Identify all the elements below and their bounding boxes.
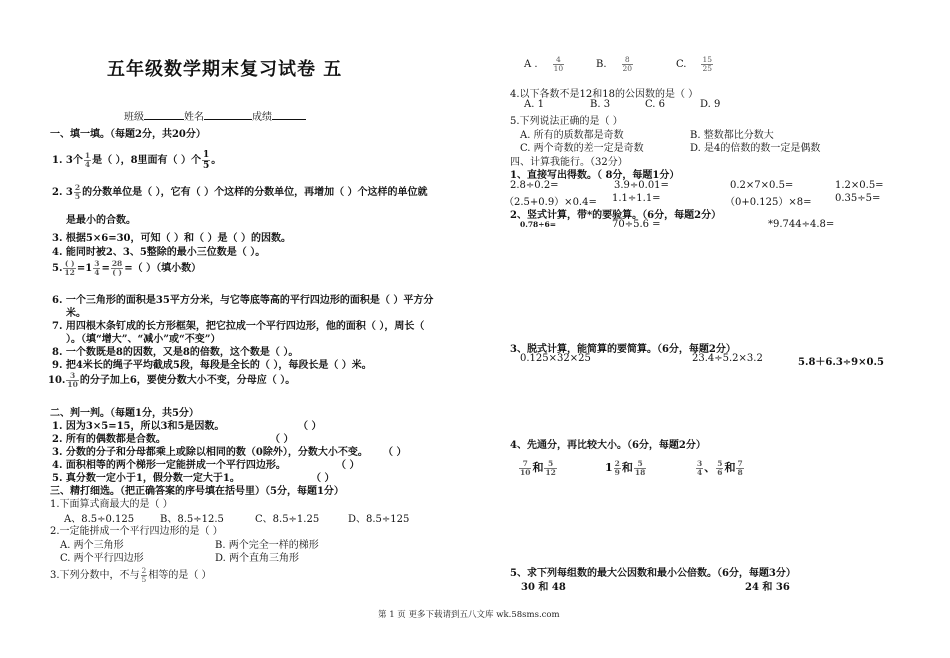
fraction: $\frac{3}{10}$ [67,371,78,389]
choice-option: B. 整数都比分数大 [690,130,774,141]
oral-calc: 0.35÷5= [835,193,881,204]
number-pair: 30 和 48 [521,582,566,593]
question-2-cont: 是最小的合数。 [66,215,136,226]
choice-option: D. 两个直角三角形 [215,553,300,564]
judge-item: 2. 所有的偶数都是合数。 [52,434,166,445]
choice-option: D. 是4的倍数的数一定是偶数 [690,143,821,154]
question-10: 10. $\frac{3}{10}$ 的分子加上6，要使分数大小不变，分母应（ ）。 [48,371,296,389]
vertical-calc: *9.744÷4.8= [768,219,835,230]
name-label: 姓名 [184,112,204,123]
vertical-calc: 0.78÷6= [520,220,557,229]
choice-option: B. 3 [590,99,611,110]
fraction: $\frac{8}{20}$ [622,55,633,73]
fraction: $\frac{2}{5}$ [141,566,147,584]
choice-3-question: 3.下列分数中，不与 $\frac{2}{5}$ 相等的是（ ） [50,566,212,584]
question-5: 5. $\frac{( )}{12}$ =1 $\frac{3}{4}$ = $\frac{28}{( )}$ =（ ）（填小数） [52,259,202,277]
question-8: 8. 一个数既是8的因数，又是8的倍数，这个数是（ ）。 [52,347,299,358]
choice-4-question: 4.以下各数不是12和18的公因数的是（ ） [510,89,699,100]
judge-item: 4. 面积相等的两个梯形一定能拼成一个平行四边形。 [52,460,286,471]
question-6: 6. 一个三角形的面积是35平方分米，与它等底等高的平行四边形的面积是（ ）平方分 [52,295,434,306]
oral-calc: 1.2×0.5= [835,180,884,191]
oral-calc: 1.1÷1.1= [612,193,661,204]
judge-item: 1. 因为3×5=15，所以3和5是因数。 [52,421,225,432]
section-2-title: 二、判一判。（每题1分，共5分） [50,408,199,419]
score-blank [272,119,306,120]
choice-option: A. 1 [524,99,544,110]
choice-5-question: 5.下列说法正确的是（ ） [510,116,623,127]
page-footer: 第 1 页 更多下载请到五八文库 wk.58sms.com [378,610,560,620]
choice-option: D、8.5÷125 [348,514,410,525]
choice-option: A. 所有的质数都是奇数 [520,130,624,141]
part-3-title: 3、脱式计算，能简算的要简算。（6分，每题2分） [510,344,736,355]
judge-item: 5. 真分数一定小于1，假分数一定大于1。 [52,473,240,484]
fraction: $\frac{5}{6}$ [717,458,723,477]
oral-calc: 3.9÷0.01= [614,180,669,191]
oral-calc: （0+0.125）×8= [725,197,812,208]
step-calc: 23.4÷5.2×3.2 [692,353,763,364]
fraction: $\frac{3}{4}$ [94,259,100,277]
class-blank [144,119,184,120]
question-9: 9. 把4米长的绳子平均截成5段，每段是全长的（ ），每段长是（ ）米。 [52,360,372,371]
choice-3-option-b: B. $\frac{8}{20}$ [596,55,633,73]
question-4: 4. 能同时被2、3、5整除的最小三位数是（ ）。 [52,247,266,258]
question-7-cont: ）。（填“增大”、“减小”或“不变”） [66,334,221,345]
oral-calc: （2.5+0.9）×0.4= [504,197,597,208]
choice-1-question: 1.下面算式商最大的是（ ） [50,499,173,510]
choice-option: C. 两个平行四边形 [60,553,144,564]
part-2-title: 2、竖式计算，带*的要验算。（6分，每题2分） [510,210,722,221]
fraction: $\frac{2}{9}$ [614,458,620,477]
compare-group-3: $\frac{3}{4}$ 、 $\frac{5}{6}$ 和 $\frac{7}{8}$ [697,458,743,477]
judge-mark: （ ） [336,460,360,471]
section-1-title: 一、填一填。（每题2分，共20分） [50,129,206,140]
header-fields [124,108,306,123]
choice-option: A. 两个三角形 [60,540,124,551]
question-6-cont: 米。 [66,308,86,319]
judge-item: 3. 分数的分子和分母都乘上或除以相同的数（0除外），分数大小不变。 [52,447,368,458]
fraction: $\frac{7}{8}$ [737,458,743,477]
question-3: 3. 根据5×6=30，可知（ ）和（ ）是（ ）的因数。 [52,233,291,244]
oral-calc: 0.2×7×0.5= [730,180,794,191]
judge-mark: （ ） [270,434,294,445]
judge-mark: （ ） [298,421,322,432]
number-pair: 24 和 36 [745,582,790,593]
question-1: 1. 3个 $\frac{1}{4}$ 是（ ），8里面有（ ）个 $\frac{1}{5}$ 。 [52,150,222,171]
fraction: $\frac{15}{25}$ [702,55,713,73]
question-2: 2. 3 $\frac{2}{5}$ 的分数单位是（ ），它有（ ）个这样的分数单位，再增加（ ）个这样的单位就 [52,183,428,201]
fraction: $\frac{1}{4}$ [84,151,91,169]
choice-3-option-a: A . $\frac{4}{10}$ [524,55,564,73]
fraction: $\frac{4}{10}$ [553,55,564,73]
choice-option: B. 两个完全一样的梯形 [215,540,319,551]
fraction: $\frac{3}{4}$ [697,458,703,477]
part-1-title: 1、直接写出得数。（ 8分，每题1分） [510,170,680,181]
fraction: $\frac{2}{5}$ [74,183,81,201]
fraction: $\frac{1}{5}$ [203,150,210,171]
class-label: 班级 [124,112,144,123]
fraction: $\frac{7}{10}$ [520,458,531,477]
page-title: 五年级数学期末复习试卷 五 [107,59,343,80]
choice-3-option-c: C. $\frac{15}{25}$ [676,55,713,73]
part-5-title: 5、求下列每组数的最大公因数和最小公倍数。（6分，每题3分） [510,568,796,579]
step-calc: 5.8＋6.3÷9×0.5 [798,357,884,368]
choice-option: D. 9 [700,99,721,110]
judge-mark: （ ） [383,447,407,458]
fraction: $\frac{28}{( )}$ [111,259,123,277]
part-4-title: 4、先通分，再比较大小。（6分，每题2分） [510,440,706,451]
oral-calc: 2.8÷0.2= [510,180,559,191]
choice-option: A、8.5÷0.125 [64,514,135,525]
choice-2-question: 2.一定能拼成一个平行四边形的是（ ） [50,526,223,537]
fraction: $\frac{5}{18}$ [634,458,646,477]
question-7: 7. 用四根木条钉成的长方形框架，把它拉成一个平行四边形，他的面积（ ），周长（ [52,321,425,332]
choice-option: B、8.5÷12.5 [160,514,224,525]
score-label: 成绩 [252,112,272,123]
choice-option: C. 两个奇数的差一定是奇数 [520,143,644,154]
vertical-calc: 70÷5.6 = [612,219,661,230]
compare-group-1: $\frac{7}{10}$ 和 $\frac{5}{12}$ [520,458,556,477]
section-3-title: 三、精打细选。（把正确答案的序号填在括号里）（5分，每题1分） [50,486,344,497]
judge-mark: （ ） [311,473,335,484]
fraction: $\frac{5}{12}$ [545,458,556,477]
section-4-title: 四、计算我能行。（32分） [510,157,628,168]
fraction: $\frac{( )}{12}$ [64,259,75,277]
name-blank [204,119,252,120]
compare-group-2: 1 $\frac{2}{9}$ 和 $\frac{5}{18}$ [605,458,646,477]
choice-option: C. 6 [645,99,666,110]
step-calc: 0.125×32×25 [520,353,591,364]
choice-option: C、8.5÷1.25 [255,514,320,525]
